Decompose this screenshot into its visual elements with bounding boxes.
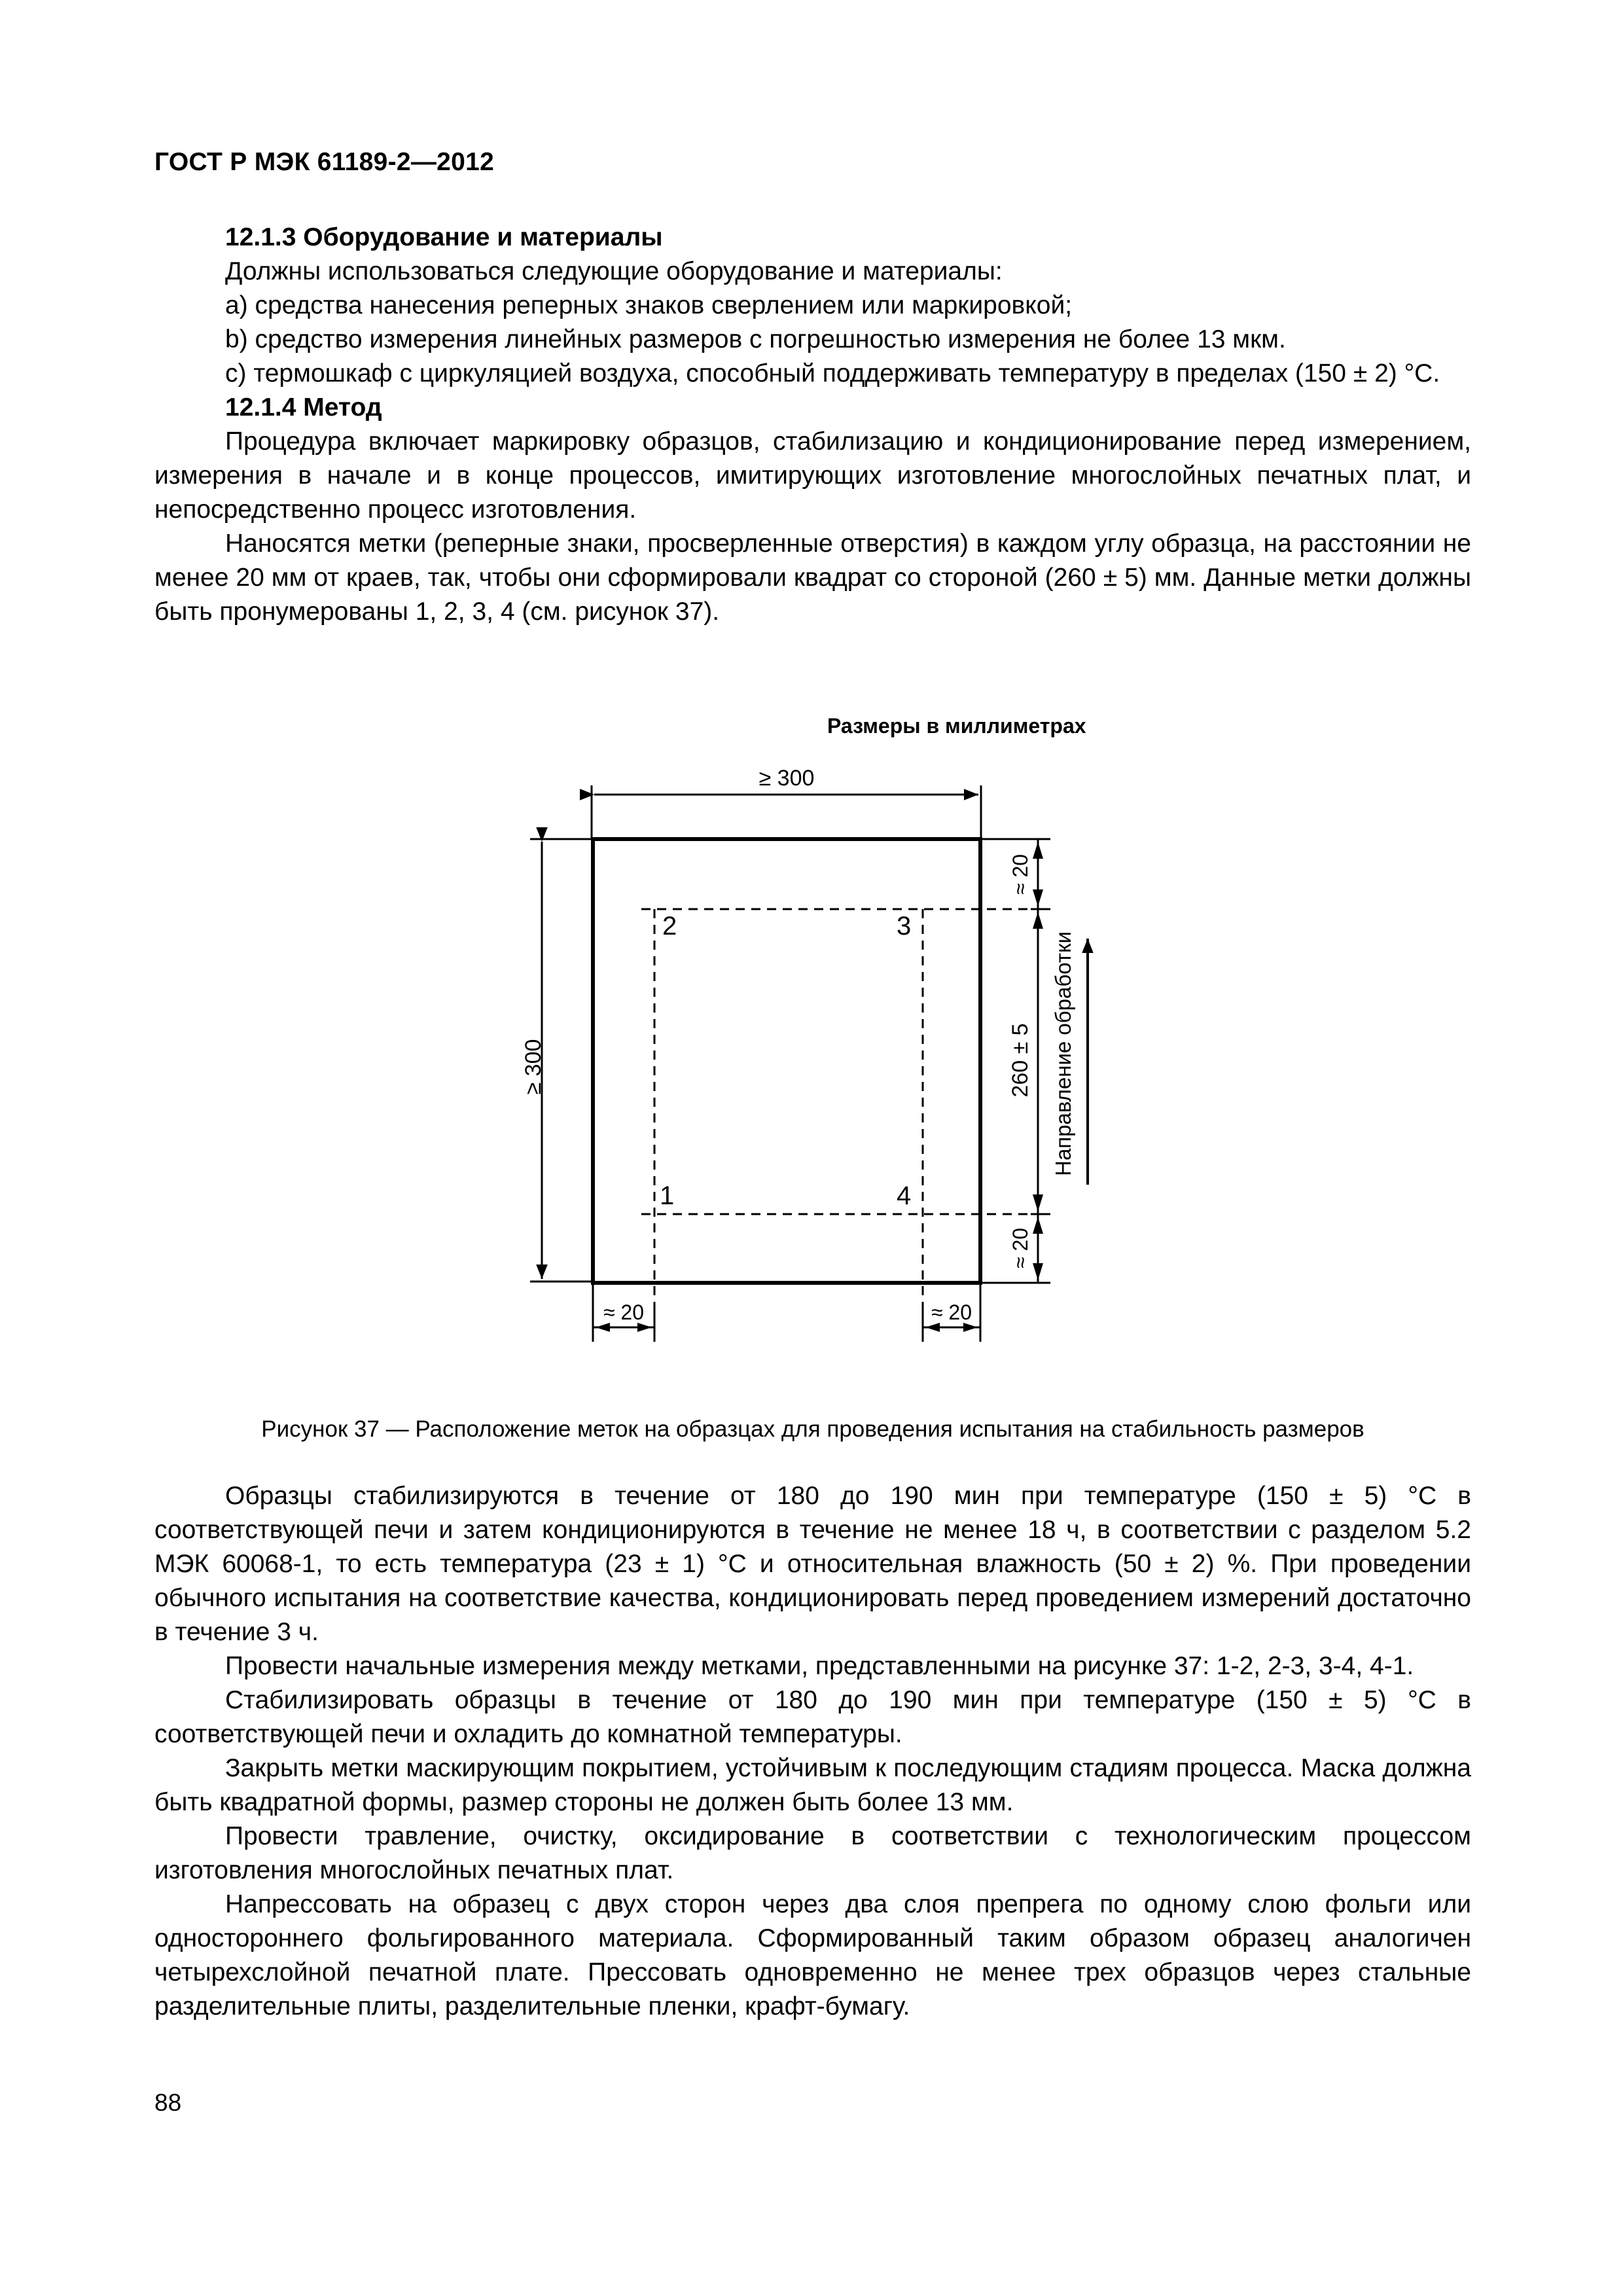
page-number: 88 [154, 2089, 182, 2116]
list-item: c) термошкаф с циркуляцией воздуха, способный поддерживать температуру в пределах (150 ± 2) °С. [225, 359, 1440, 387]
mark-label-1: 1 [660, 1181, 675, 1210]
paragraph: Наносятся метки (реперные знаки, просверленные отверстия) в каждом углу образца, на расстоянии не менее 20 мм от краев, так, чтобы они сформировали квадрат со стороной (260 ± 5) мм. Данные метки должны быть пронумерованы 1, 2, 3, 4 (см. рисунок 37). [154, 529, 1471, 626]
units-note: Размеры в миллиметрах [827, 714, 1086, 738]
section-12-1-3 [154, 221, 1471, 629]
paragraph: Напрессовать на образец с двух сторон через два слоя препрега по одному слою фольги или одностороннего фольгированного материала. Сформированный таким образом образец аналогичен четырехслойной печатной плате. Прессовать одновременно не менее трех образцов через стальные разделительные плиты, разделительные пленки, крафт-бумагу. [154, 1890, 1471, 2020]
list-item: а) средства нанесения реперных знаков сверлением или маркировкой; [225, 291, 1073, 319]
dim-bottom-left-label: ≈ 20 [603, 1300, 645, 1324]
document-header: ГОСТ Р МЭК 61189-2—2012 [154, 148, 495, 176]
paragraph: Провести травление, очистку, оксидирование в соответствии с технологическим процессом изготовления многослойных печатных плат. [154, 1822, 1471, 1884]
dim-bottom-right-label: ≈ 20 [931, 1300, 972, 1324]
paragraph: Процедура включает маркировку образцов, стабилизацию и кондиционирование перед измерением, измерения в начале и в конце процессов, имитирующих изготовление многослойных печатных плат, и непосредственно процесс изготовления. [154, 427, 1471, 524]
section-heading: 12.1.3 Оборудование и материалы [225, 223, 663, 251]
paragraph: Провести начальные измерения между метками, представленными на рисунке 37: 1-2, 2-3, 3-4, 4-1. [225, 1652, 1414, 1680]
paragraph: Стабилизировать образцы в течение от 180 до 190 мин при температуре (150 ± 5) °С в соответствующей печи и охладить до комнатной температуры. [154, 1686, 1471, 1748]
list-item: b) средство измерения линейных размеров с погрешностью измерения не более 13 мкм. [225, 325, 1286, 353]
mark-label-4: 4 [897, 1181, 912, 1210]
mark-label-3: 3 [897, 912, 912, 941]
dim-left-label: ≥ 300 [521, 1039, 546, 1095]
dim-right-mid-label: 260 ± 5 [1008, 1023, 1033, 1098]
dim-right-top-label: ≈ 20 [1008, 853, 1032, 895]
dim-right-bottom-label: ≈ 20 [1008, 1227, 1032, 1269]
paragraph: Должны использоваться следующие оборудование и материалы: [225, 257, 1003, 285]
dim-top-label: ≥ 300 [758, 766, 815, 791]
figure-caption: Рисунок 37 — Расположение меток на образцах для проведения испытания на стабильность размеров [261, 1416, 1364, 1442]
direction-label: Направление обработки [1051, 931, 1075, 1176]
paragraph: Образцы стабилизируются в течение от 180 до 190 мин при температуре (150 ± 5) °С в соответствующей печи и затем кондиционируются в течение не менее 18 ч, в соответствии с разделом 5.2 МЭК 60068-1, то есть температура (23 ± 1) °С и относительная влажность (50 ± 2) %. При проведении обычного испытания на соответствие качества, кондиционировать перед проведением измерений достаточно в течение 3 ч. [154, 1482, 1471, 1646]
body-after-figure [154, 1479, 1471, 2024]
figure-37 [0, 694, 1623, 1388]
mark-label-2: 2 [662, 912, 677, 941]
section-heading: 12.1.4 Метод [225, 393, 382, 422]
paragraph: Закрыть метки маскирующим покрытием, устойчивым к последующим стадиям процесса. Маска должна быть квадратной формы, размер стороны не должен быть более 13 мм. [154, 1754, 1471, 1816]
